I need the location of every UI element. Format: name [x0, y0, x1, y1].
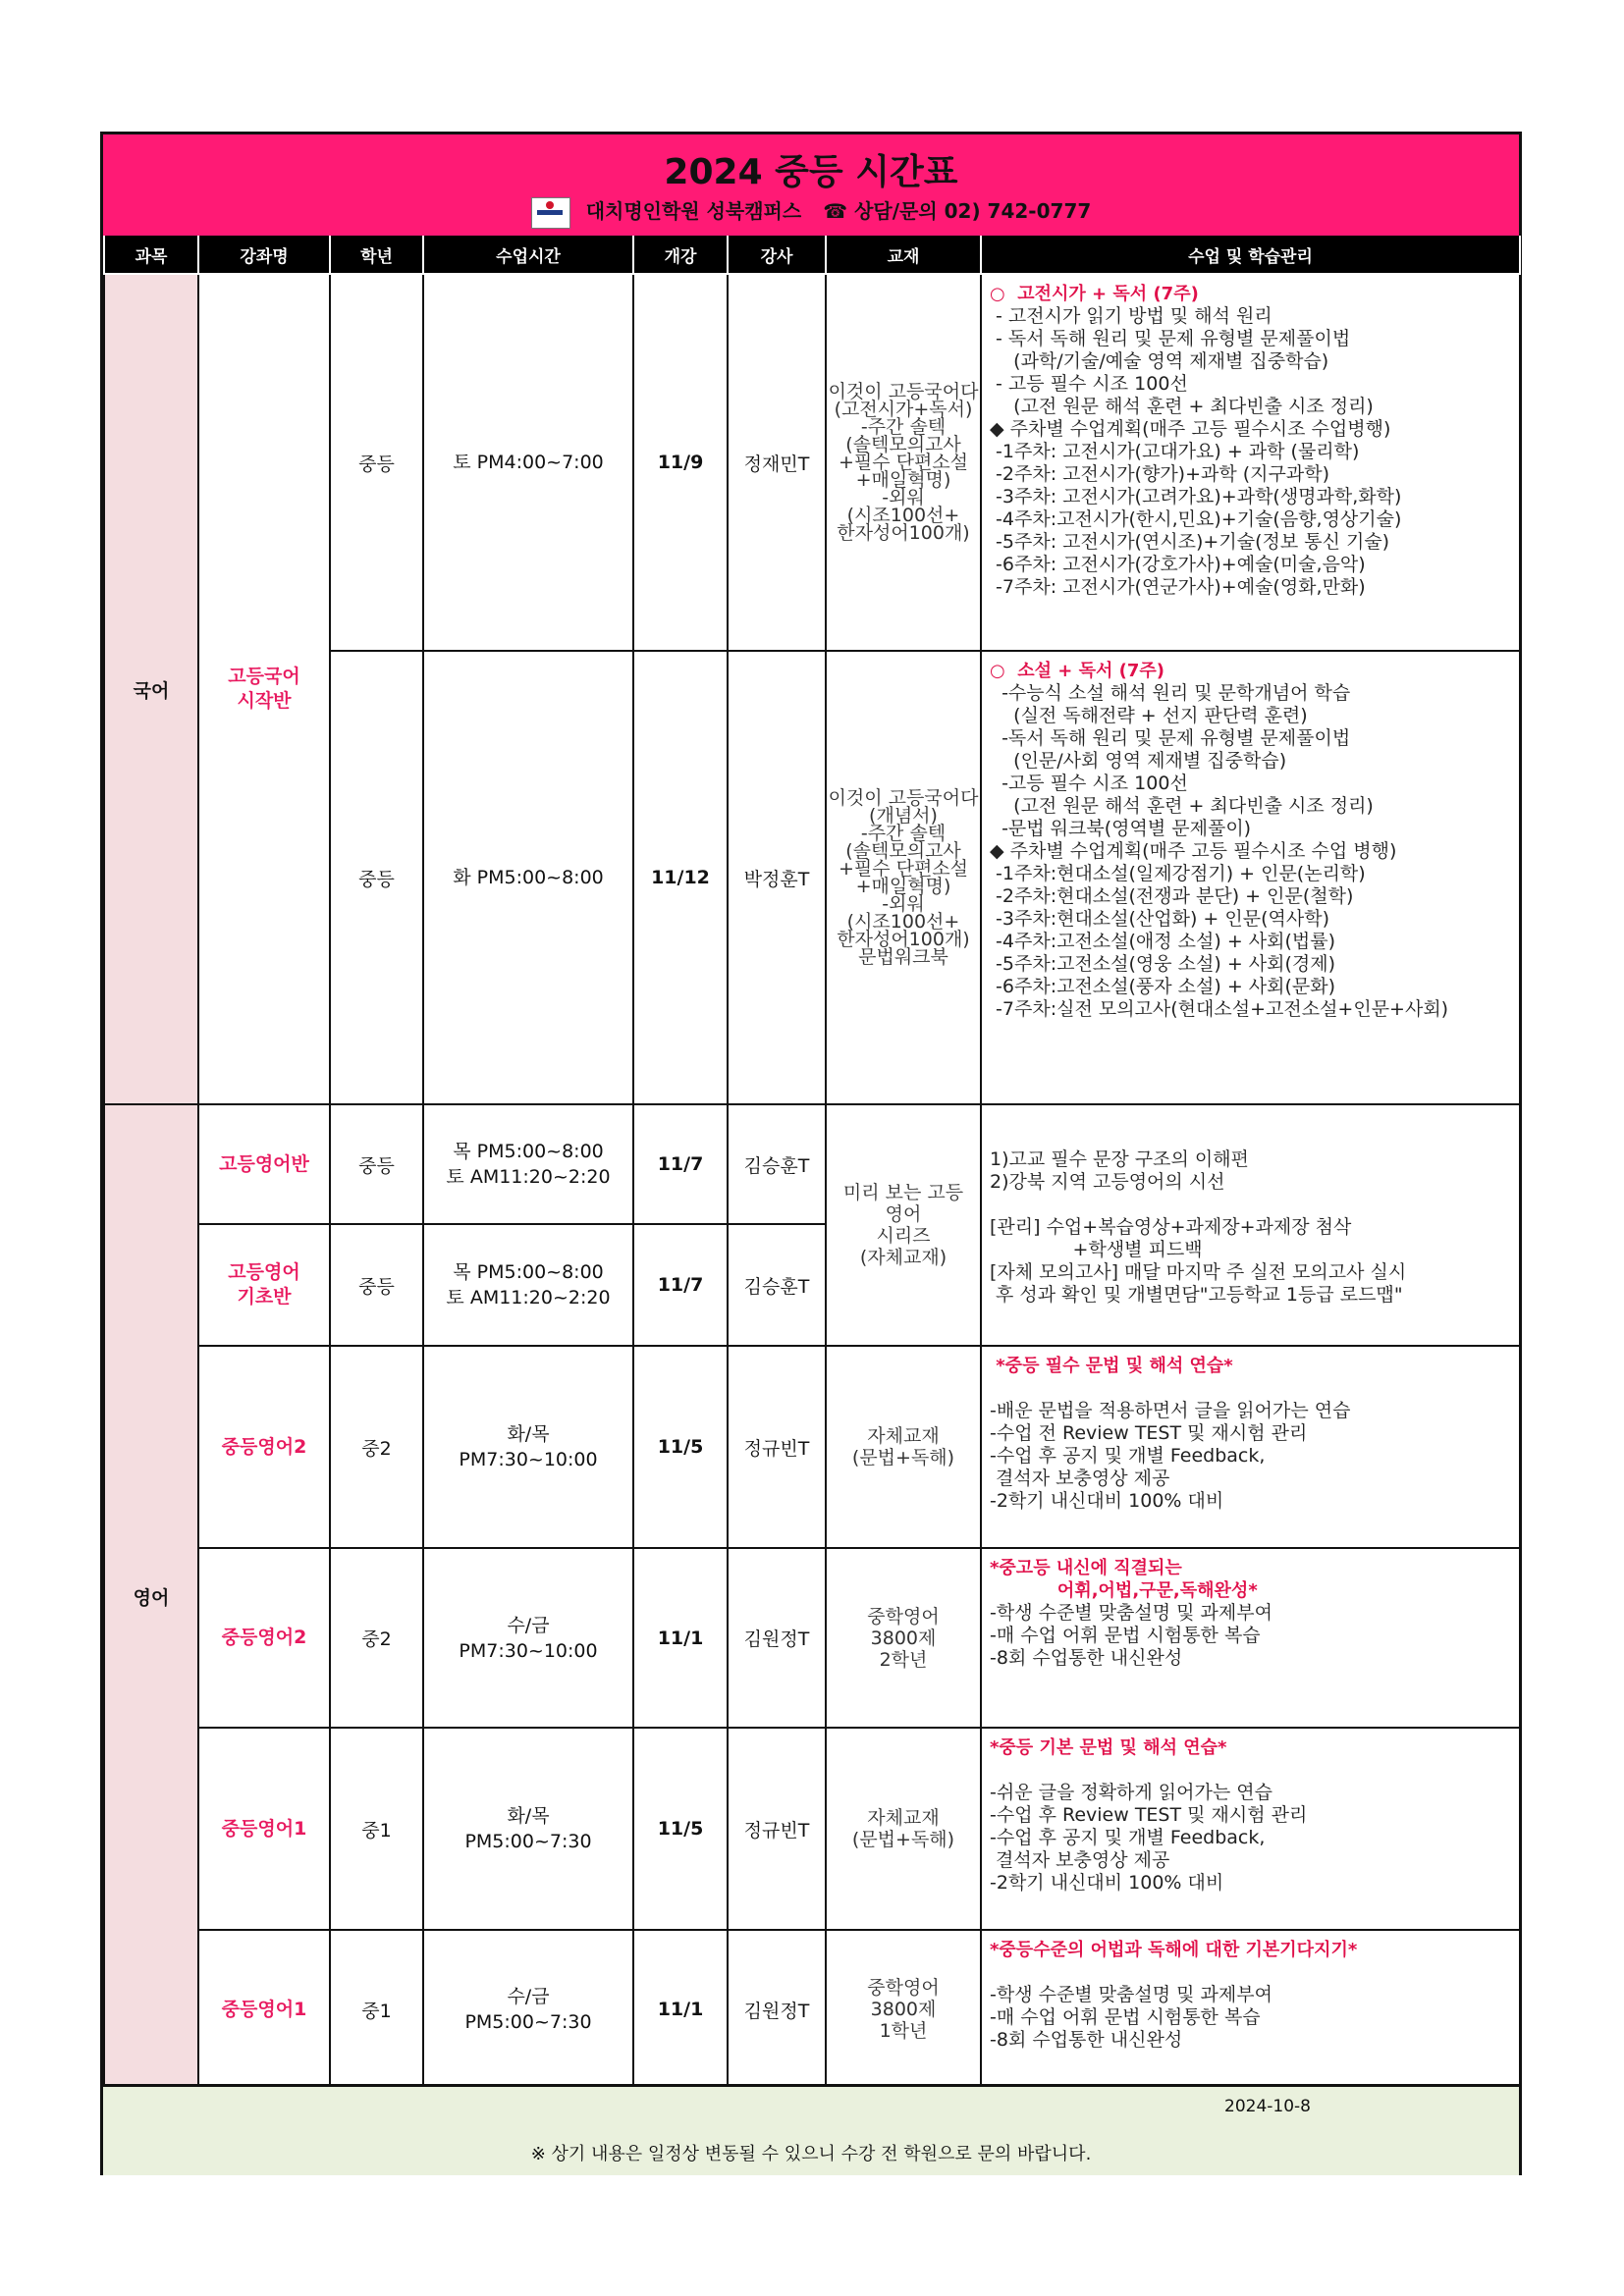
teacher: 김원정T [728, 1548, 826, 1728]
course-name: 중등영어1 [198, 1930, 330, 2089]
management-line: 1)고교 필수 문장 구조의 이해편 [990, 1148, 1249, 1170]
management-line: ○ 고전시가 + 독서 (7주) [990, 284, 1199, 304]
management-notes [981, 1728, 1520, 1930]
management-line: -학생 수준별 맞춤설명 및 과제부여 [990, 1984, 1272, 2005]
management-notes [981, 1104, 1520, 1346]
management-line: -독서 독해 원리 및 문제 유형별 문제풀이법 [990, 727, 1351, 749]
teacher: 정규빈T [728, 1346, 826, 1548]
course-name: 중등영어2 [198, 1548, 330, 1728]
col-teacher: 강사 [728, 236, 826, 274]
management-notes [981, 1346, 1520, 1548]
management-line [990, 1961, 1513, 1984]
footer-notice: ※ 상기 내용은 일정상 변동될 수 있으니 수강 전 학원으로 문의 바랍니다. [530, 2144, 1092, 2164]
academy-logo-icon [531, 197, 570, 229]
textbook: 중학영어 3800제 2학년 [826, 1548, 981, 1728]
teacher: 김원정T [728, 1930, 826, 2089]
management-line: -매 수업 어휘 문법 시험통한 복습 [990, 2006, 1261, 2028]
management-line: *중고등 내신에 직결되는 [990, 1558, 1182, 1578]
academy-name: 대치명인학원 성북캠퍼스 [585, 199, 802, 223]
management-line: -수업 전 Review TEST 및 재시험 관리 [990, 1422, 1308, 1444]
management-line [990, 1194, 1513, 1216]
teacher: 김승훈T [728, 1224, 826, 1346]
phone-icon: ☎ [823, 199, 848, 223]
class-time: 수/금 PM5:00~7:30 [423, 1930, 633, 2089]
grade: 중등 [330, 651, 423, 1104]
management-line: (고전 원문 해석 훈련 + 최다빈출 시조 정리) [990, 396, 1374, 417]
col-time: 수업시간 [423, 236, 633, 274]
management-line: 어휘,어법,구문,독해완성* [990, 1580, 1258, 1601]
col-grade: 학년 [330, 236, 423, 274]
management-line: -7주차:실전 모의고사(현대소설+고전소설+인문+사회) [990, 998, 1449, 1020]
management-notes [981, 274, 1520, 651]
class-time: 토 PM4:00~7:00 [423, 274, 633, 651]
management-line: - 고전시가 읽기 방법 및 해석 원리 [990, 305, 1272, 327]
open-date: 11/5 [633, 1728, 728, 1930]
course-name: 중등영어2 [198, 1346, 330, 1548]
table-row [104, 1104, 1520, 1224]
management-line: -3주차:현대소설(산업화) + 인문(역사학) [990, 908, 1329, 930]
open-date: 11/7 [633, 1104, 728, 1224]
grade: 중2 [330, 1346, 423, 1548]
management-line: (과학/기술/예술 영역 제재별 집중학습) [990, 350, 1329, 372]
col-subject: 과목 [104, 236, 198, 274]
table-row [104, 1548, 1520, 1728]
open-date: 11/1 [633, 1930, 728, 2089]
table-row [104, 1346, 1520, 1548]
management-line: -고등 필수 시조 100선 [990, 773, 1188, 794]
management-line: 결석자 보충영상 제공 [990, 1849, 1170, 1871]
management-line: -5주차:고전소설(영웅 소설) + 사회(경제) [990, 953, 1336, 975]
management-line: +학생별 피드백 [990, 1238, 1203, 1260]
management-line: -수업 후 공지 및 개별 Feedback, [990, 1445, 1266, 1467]
course-name: 고등영어 기초반 [198, 1224, 330, 1346]
grade: 중1 [330, 1930, 423, 2089]
course-name: 중등영어1 [198, 1728, 330, 1930]
grade: 중등 [330, 274, 423, 651]
management-notes [981, 1930, 1520, 2089]
grade: 중등 [330, 1104, 423, 1224]
management-line: -2학기 내신대비 100% 대비 [990, 1872, 1224, 1894]
management-line: -쉬운 글을 정확하게 읽어가는 연습 [990, 1782, 1272, 1803]
course-name: 고등국어 시작반 [198, 274, 330, 1104]
col-open: 개강 [633, 236, 728, 274]
management-line: -8회 수업통한 내신완성 [990, 2029, 1183, 2051]
class-time: 목 PM5:00~8:00 토 AM11:20~2:20 [423, 1224, 633, 1346]
management-line: -2주차:현대소설(전쟁과 분단) + 인문(철학) [990, 885, 1354, 907]
grade: 중등 [330, 1224, 423, 1346]
management-line: -5주차: 고전시가(연시조)+기술(정보 통신 기술) [990, 531, 1390, 553]
textbook: 자체교재 (문법+독해) [826, 1728, 981, 1930]
header-row [104, 236, 1520, 274]
subject-korean: 국어 [104, 274, 198, 1104]
grade: 중2 [330, 1548, 423, 1728]
textbook: 중학영어 3800제 1학년 [826, 1930, 981, 2089]
management-line: 결석자 보충영상 제공 [990, 1468, 1170, 1489]
management-line: (고전 원문 해석 훈련 + 최다빈출 시조 정리) [990, 795, 1374, 817]
footer [103, 2084, 1519, 2175]
management-line: 2)강북 지역 고등영어의 시선 [990, 1170, 1225, 1193]
management-line: *중등 기본 문법 및 해석 연습* [990, 1737, 1227, 1758]
management-line [990, 1759, 1513, 1782]
management-line: - 독서 독해 원리 및 문제 유형별 문제풀이법 [990, 328, 1351, 349]
management-line: (인문/사회 영역 제재별 집중학습) [990, 750, 1287, 772]
management-line: *중등 필수 문법 및 해석 연습* [990, 1356, 1233, 1376]
management-line: -학생 수준별 맞춤설명 및 과제부여 [990, 1602, 1272, 1624]
class-time: 화/목 PM5:00~7:30 [423, 1728, 633, 1930]
subject-english: 영어 [104, 1104, 198, 2089]
management-line: -1주차:현대소설(일제강점기) + 인문(논리학) [990, 863, 1366, 884]
management-line: -2학기 내신대비 100% 대비 [990, 1490, 1224, 1512]
course-name: 고등영어반 [198, 1104, 330, 1224]
management-line: 후 성과 확인 및 개별면담"고등학교 1등급 로드맵" [990, 1283, 1403, 1306]
textbook: 이것이 고등국어다 (개념서) -주간 솔텍 (솔텍모의고사 +필수 단편소설 +매일혁명) -외워 (시조100선+ 한자성어100개) 문법워크북 [826, 651, 981, 1104]
col-book: 교재 [826, 236, 981, 274]
class-time: 화/목 PM7:30~10:00 [423, 1346, 633, 1548]
textbook: 자체교재 (문법+독해) [826, 1346, 981, 1548]
table-row [104, 274, 1520, 651]
management-line: -수업 후 Review TEST 및 재시험 관리 [990, 1804, 1308, 1826]
issue-date: 2024-10-8 [1224, 2097, 1311, 2116]
management-line: -매 수업 어휘 문법 시험통한 복습 [990, 1625, 1261, 1646]
management-notes [981, 1548, 1520, 1728]
class-time: 화 PM5:00~8:00 [423, 651, 633, 1104]
timetable [103, 236, 1521, 2090]
teacher: 정규빈T [728, 1728, 826, 1930]
management-line [990, 1377, 1513, 1400]
management-line: -수업 후 공지 및 개별 Feedback, [990, 1827, 1266, 1848]
subtitle [103, 195, 1519, 229]
management-line: -2주차: 고전시가(향가)+과학 (지구과학) [990, 463, 1329, 485]
class-time: 목 PM5:00~8:00 토 AM11:20~2:20 [423, 1104, 633, 1224]
management-line: -문법 워크북(영역별 문제풀이) [990, 818, 1252, 839]
open-date: 11/12 [633, 651, 728, 1104]
contact-phone: 상담/문의 02) 742-0777 [854, 199, 1092, 223]
management-line: -6주차: 고전시가(강호가사)+예술(미술,음악) [990, 554, 1366, 575]
grade: 중1 [330, 1728, 423, 1930]
col-course: 강좌명 [198, 236, 330, 274]
management-line: *중등수준의 어법과 독해에 대한 기본기다지기* [990, 1940, 1358, 1960]
management-line: [관리] 수업+복습영상+과제장+과제장 첨삭 [990, 1215, 1352, 1238]
teacher: 정재민T [728, 274, 826, 651]
timetable-sheet [100, 132, 1522, 2175]
management-line: -3주차: 고전시가(고려가요)+과학(생명과학,화학) [990, 486, 1402, 507]
management-line: -수능식 소설 해석 원리 및 문학개념어 학습 [990, 682, 1351, 704]
management-line: -8회 수업통한 내신완성 [990, 1647, 1183, 1669]
table-row [104, 1728, 1520, 1930]
teacher: 박정훈T [728, 651, 826, 1104]
management-line: -배운 문법을 적용하면서 글을 읽어가는 연습 [990, 1400, 1351, 1421]
management-line: -7주차: 고전시가(연군가사)+예술(영화,만화) [990, 576, 1366, 598]
open-date: 11/1 [633, 1548, 728, 1728]
management-line: ◆ 주차별 수업계획(매주 고등 필수시조 수업병행) [990, 418, 1391, 440]
table-row [104, 1930, 1520, 2089]
management-line: -4주차:고전시가(한시,민요)+기술(음향,영상기술) [990, 508, 1402, 530]
management-line: -1주차: 고전시가(고대가요) + 과학 (물리학) [990, 441, 1360, 462]
textbook: 미리 보는 고등 영어 시리즈 (자체교재) [826, 1104, 981, 1346]
management-line: ◆ 주차별 수업계획(매주 고등 필수시조 수업 병행) [990, 840, 1397, 862]
col-management: 수업 및 학습관리 [981, 236, 1520, 274]
management-line: -4주차:고전소설(애정 소설) + 사회(법률) [990, 931, 1336, 952]
open-date: 11/7 [633, 1224, 728, 1346]
page-title: 2024 중등 시간표 [664, 152, 958, 192]
management-line: (실전 독해전략 + 선지 판단력 훈련) [990, 705, 1308, 726]
management-line: [자체 모의고사] 매달 마지막 주 실전 모의고사 실시 [990, 1260, 1407, 1283]
teacher: 김승훈T [728, 1104, 826, 1224]
management-line: ○ 소설 + 독서 (7주) [990, 661, 1165, 681]
open-date: 11/5 [633, 1346, 728, 1548]
management-line: - 고등 필수 시조 100선 [990, 373, 1188, 395]
header-banner [103, 134, 1519, 239]
management-notes [981, 651, 1520, 1104]
management-line: -6주차:고전소설(풍자 소설) + 사회(문화) [990, 976, 1336, 997]
open-date: 11/9 [633, 274, 728, 651]
textbook: 이것이 고등국어다 (고전시가+독서) -주간 솔텍 (솔텍모의고사 +필수 단편소설 +매일혁명) -외워 (시조100선+ 한자성어100개) [826, 274, 981, 651]
class-time: 수/금 PM7:30~10:00 [423, 1548, 633, 1728]
